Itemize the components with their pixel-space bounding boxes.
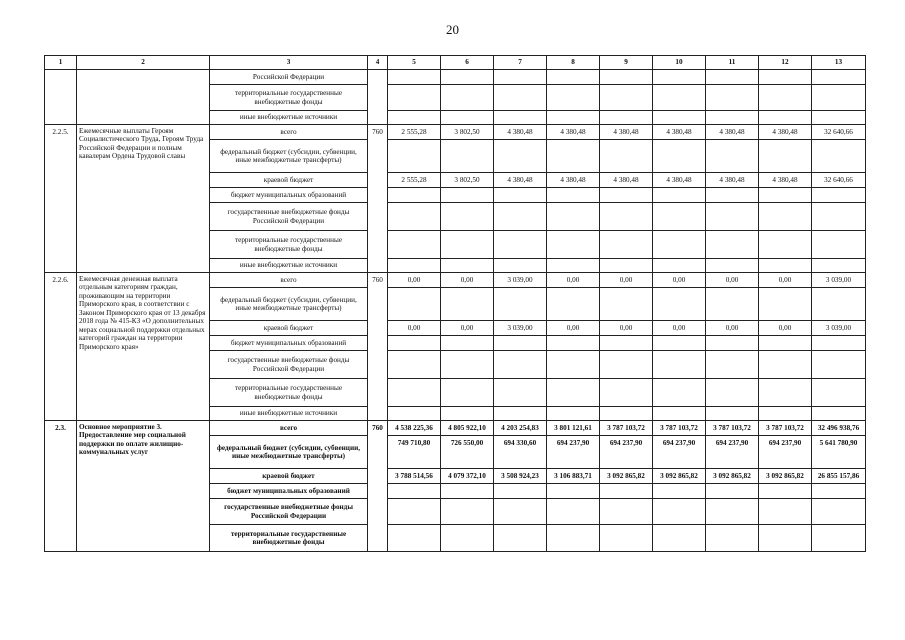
year-value-cell bbox=[441, 140, 494, 173]
year-value-cell: 0,00 bbox=[547, 321, 600, 336]
year-value-cell: 0,00 bbox=[600, 273, 653, 288]
year-value-cell: 0,00 bbox=[706, 273, 759, 288]
year-value-cell: 3 787 103,72 bbox=[759, 421, 812, 436]
funding-source: всего bbox=[210, 421, 368, 436]
year-value-cell bbox=[441, 525, 494, 552]
year-value-cell: 4 805 922,10 bbox=[441, 421, 494, 436]
year-value-cell: 4 380,48 bbox=[706, 125, 759, 140]
funding-source: федеральный бюджет (субсидии, субвенции, иные межбюджетные трансферты) bbox=[210, 288, 368, 321]
year-value-cell bbox=[494, 203, 547, 231]
year-value-cell bbox=[441, 288, 494, 321]
year-value-cell bbox=[759, 407, 812, 421]
grbs-code bbox=[368, 70, 388, 125]
year-value-cell bbox=[653, 336, 706, 351]
year-value-cell bbox=[441, 188, 494, 203]
funding-source: федеральный бюджет (субсидии, субвенции, иные межбюджетные трансферты) bbox=[210, 436, 368, 469]
year-value-cell bbox=[388, 351, 441, 379]
year-value-cell bbox=[759, 140, 812, 173]
year-value-cell bbox=[547, 140, 600, 173]
year-value-cell bbox=[600, 288, 653, 321]
year-value-cell bbox=[706, 407, 759, 421]
total-value-cell bbox=[812, 70, 866, 85]
year-value-cell bbox=[494, 288, 547, 321]
year-value-cell bbox=[600, 111, 653, 125]
year-value-cell bbox=[388, 407, 441, 421]
year-value-cell bbox=[706, 499, 759, 525]
year-value-cell: 3 787 103,72 bbox=[600, 421, 653, 436]
year-value-cell bbox=[600, 499, 653, 525]
year-value-cell bbox=[441, 203, 494, 231]
year-value-cell bbox=[388, 525, 441, 552]
year-value-cell bbox=[547, 85, 600, 111]
year-value-cell: 2 555,28 bbox=[388, 173, 441, 188]
funding-source: государственные внебюджетные фонды Российской Федерации bbox=[210, 203, 368, 231]
year-value-cell bbox=[494, 70, 547, 85]
year-value-cell bbox=[600, 70, 653, 85]
year-value-cell: 694 330,60 bbox=[494, 436, 547, 469]
year-value-cell bbox=[388, 70, 441, 85]
item-name: Ежемесячные выплаты Героям Социалистического Труда, Героям Труда Российской Федерации и полным кавалерам Ордена Трудовой славы bbox=[77, 125, 210, 273]
year-value-cell bbox=[494, 351, 547, 379]
column-number: 12 bbox=[759, 56, 812, 70]
funding-source: государственные внебюджетные фонды Российской Федерации bbox=[210, 499, 368, 525]
year-value-cell bbox=[494, 407, 547, 421]
year-value-cell bbox=[759, 525, 812, 552]
year-value-cell: 4 380,48 bbox=[494, 173, 547, 188]
year-value-cell bbox=[441, 499, 494, 525]
year-value-cell bbox=[441, 259, 494, 273]
year-value-cell bbox=[706, 188, 759, 203]
table-body bbox=[45, 56, 866, 552]
year-value-cell bbox=[441, 70, 494, 85]
column-number: 1 bbox=[45, 56, 77, 70]
funding-source: краевой бюджет bbox=[210, 321, 368, 336]
funding-source: государственные внебюджетные фонды Российской Федерации bbox=[210, 351, 368, 379]
item-name: Основное мероприятие 3. Предоставление мер социальной поддержки по оплате жилищно-коммунальных услуг bbox=[77, 421, 210, 552]
total-value-cell: 3 039,00 bbox=[812, 273, 866, 288]
year-value-cell: 694 237,90 bbox=[706, 436, 759, 469]
total-value-cell: 32 640,66 bbox=[812, 173, 866, 188]
year-value-cell bbox=[494, 499, 547, 525]
column-number: 11 bbox=[706, 56, 759, 70]
year-value-cell bbox=[600, 484, 653, 499]
year-value-cell bbox=[600, 231, 653, 259]
year-value-cell bbox=[759, 336, 812, 351]
year-value-cell bbox=[441, 111, 494, 125]
year-value-cell bbox=[759, 203, 812, 231]
year-value-cell bbox=[706, 379, 759, 407]
year-value-cell: 4 079 372,10 bbox=[441, 469, 494, 484]
total-value-cell bbox=[812, 203, 866, 231]
year-value-cell: 749 710,80 bbox=[388, 436, 441, 469]
year-value-cell bbox=[494, 336, 547, 351]
funding-source: иные внебюджетные источники bbox=[210, 111, 368, 125]
year-value-cell: 3 039,00 bbox=[494, 321, 547, 336]
year-value-cell: 4 380,48 bbox=[494, 125, 547, 140]
year-value-cell bbox=[706, 70, 759, 85]
total-value-cell: 26 855 157,86 bbox=[812, 469, 866, 484]
funding-source: бюджет муниципальных образований bbox=[210, 336, 368, 351]
year-value-cell: 4 380,48 bbox=[600, 173, 653, 188]
year-value-cell: 694 237,90 bbox=[759, 436, 812, 469]
total-value-cell bbox=[812, 231, 866, 259]
total-value-cell bbox=[812, 379, 866, 407]
year-value-cell bbox=[547, 407, 600, 421]
year-value-cell bbox=[547, 111, 600, 125]
year-value-cell bbox=[706, 85, 759, 111]
year-value-cell bbox=[494, 111, 547, 125]
year-value-cell bbox=[388, 484, 441, 499]
year-value-cell bbox=[600, 85, 653, 111]
year-value-cell bbox=[600, 336, 653, 351]
year-value-cell bbox=[706, 351, 759, 379]
year-value-cell: 0,00 bbox=[441, 273, 494, 288]
column-number: 8 bbox=[547, 56, 600, 70]
total-value-cell bbox=[812, 140, 866, 173]
funding-source: Российской Федерации bbox=[210, 70, 368, 85]
year-value-cell bbox=[547, 288, 600, 321]
year-value-cell bbox=[494, 525, 547, 552]
year-value-cell bbox=[388, 231, 441, 259]
year-value-cell: 0,00 bbox=[600, 321, 653, 336]
year-value-cell bbox=[653, 499, 706, 525]
year-value-cell bbox=[759, 111, 812, 125]
year-value-cell: 0,00 bbox=[759, 273, 812, 288]
year-value-cell: 4 380,48 bbox=[759, 173, 812, 188]
year-value-cell bbox=[759, 379, 812, 407]
year-value-cell bbox=[547, 70, 600, 85]
year-value-cell bbox=[706, 203, 759, 231]
year-value-cell bbox=[547, 188, 600, 203]
year-value-cell bbox=[547, 484, 600, 499]
funding-source: территориальные государственные внебюджетные фонды bbox=[210, 231, 368, 259]
year-value-cell bbox=[759, 231, 812, 259]
year-value-cell: 3 092 865,82 bbox=[759, 469, 812, 484]
year-value-cell bbox=[388, 259, 441, 273]
year-value-cell bbox=[653, 259, 706, 273]
year-value-cell bbox=[759, 70, 812, 85]
year-value-cell bbox=[706, 288, 759, 321]
year-value-cell bbox=[388, 188, 441, 203]
item-number: 2.3. bbox=[45, 421, 77, 552]
funding-source: бюджет муниципальных образований bbox=[210, 484, 368, 499]
year-value-cell bbox=[653, 484, 706, 499]
year-value-cell bbox=[494, 484, 547, 499]
year-value-cell bbox=[706, 140, 759, 173]
year-value-cell: 3 787 103,72 bbox=[706, 421, 759, 436]
total-value-cell bbox=[812, 407, 866, 421]
year-value-cell: 3 788 514,56 bbox=[388, 469, 441, 484]
year-value-cell bbox=[653, 203, 706, 231]
column-number: 7 bbox=[494, 56, 547, 70]
year-value-cell: 694 237,90 bbox=[600, 436, 653, 469]
year-value-cell: 3 801 121,61 bbox=[547, 421, 600, 436]
year-value-cell bbox=[600, 188, 653, 203]
year-value-cell: 3 092 865,82 bbox=[653, 469, 706, 484]
year-value-cell bbox=[600, 203, 653, 231]
column-number: 10 bbox=[653, 56, 706, 70]
total-value-cell bbox=[812, 484, 866, 499]
year-value-cell bbox=[706, 111, 759, 125]
year-value-cell bbox=[388, 111, 441, 125]
year-value-cell bbox=[600, 140, 653, 173]
year-value-cell: 0,00 bbox=[441, 321, 494, 336]
year-value-cell: 0,00 bbox=[547, 273, 600, 288]
year-value-cell: 4 203 254,83 bbox=[494, 421, 547, 436]
item-name bbox=[77, 70, 210, 125]
year-value-cell: 4 380,48 bbox=[600, 125, 653, 140]
year-value-cell: 0,00 bbox=[653, 273, 706, 288]
funding-source: территориальные государственные внебюджетные фонды bbox=[210, 525, 368, 552]
year-value-cell bbox=[388, 140, 441, 173]
year-value-cell bbox=[759, 288, 812, 321]
item-name: Ежемесячная денежная выплата отдельным категориям граждан, проживающим на территории Приморского края, в соответствии с Законом Приморского края от 13 декабря 2018 года № 415-КЗ «О дополнительных мерах социальной поддержки отдельных категорий граждан на территории Приморского края» bbox=[77, 273, 210, 421]
item-number: 2.2.6. bbox=[45, 273, 77, 421]
year-value-cell bbox=[441, 379, 494, 407]
year-value-cell: 4 380,48 bbox=[547, 125, 600, 140]
year-value-cell bbox=[653, 70, 706, 85]
table-row bbox=[45, 125, 866, 140]
year-value-cell: 694 237,90 bbox=[547, 436, 600, 469]
year-value-cell: 4 380,48 bbox=[653, 173, 706, 188]
year-value-cell bbox=[706, 259, 759, 273]
year-value-cell bbox=[547, 525, 600, 552]
total-value-cell bbox=[812, 288, 866, 321]
year-value-cell bbox=[494, 140, 547, 173]
table-row bbox=[45, 273, 866, 288]
funding-source: федеральный бюджет (субсидии, субвенции, иные межбюджетные трансферты) bbox=[210, 140, 368, 173]
year-value-cell bbox=[547, 379, 600, 407]
year-value-cell bbox=[653, 231, 706, 259]
year-value-cell bbox=[600, 407, 653, 421]
total-value-cell bbox=[812, 351, 866, 379]
year-value-cell bbox=[759, 499, 812, 525]
total-value-cell bbox=[812, 499, 866, 525]
year-value-cell bbox=[494, 259, 547, 273]
year-value-cell bbox=[653, 351, 706, 379]
year-value-cell: 0,00 bbox=[388, 321, 441, 336]
year-value-cell bbox=[494, 85, 547, 111]
year-value-cell: 2 555,28 bbox=[388, 125, 441, 140]
total-value-cell: 32 496 938,76 bbox=[812, 421, 866, 436]
year-value-cell bbox=[706, 231, 759, 259]
grbs-code: 760 bbox=[368, 273, 388, 421]
year-value-cell bbox=[388, 499, 441, 525]
year-value-cell bbox=[706, 484, 759, 499]
year-value-cell: 4 380,48 bbox=[759, 125, 812, 140]
year-value-cell bbox=[441, 85, 494, 111]
year-value-cell bbox=[547, 336, 600, 351]
total-value-cell bbox=[812, 111, 866, 125]
funding-source: бюджет муниципальных образований bbox=[210, 188, 368, 203]
year-value-cell bbox=[600, 259, 653, 273]
column-number: 13 bbox=[812, 56, 866, 70]
year-value-cell: 3 787 103,72 bbox=[653, 421, 706, 436]
year-value-cell bbox=[547, 499, 600, 525]
year-value-cell: 0,00 bbox=[759, 321, 812, 336]
year-value-cell bbox=[600, 351, 653, 379]
year-value-cell bbox=[547, 259, 600, 273]
year-value-cell bbox=[494, 188, 547, 203]
year-value-cell bbox=[653, 407, 706, 421]
funding-source: краевой бюджет bbox=[210, 469, 368, 484]
column-number: 9 bbox=[600, 56, 653, 70]
year-value-cell bbox=[706, 336, 759, 351]
year-value-cell: 3 092 865,82 bbox=[600, 469, 653, 484]
year-value-cell bbox=[653, 188, 706, 203]
year-value-cell bbox=[653, 288, 706, 321]
item-number bbox=[45, 70, 77, 125]
year-value-cell bbox=[388, 379, 441, 407]
year-value-cell bbox=[388, 203, 441, 231]
funding-source: всего bbox=[210, 273, 368, 288]
table-row bbox=[45, 70, 866, 85]
funding-source: краевой бюджет bbox=[210, 173, 368, 188]
funding-source: всего bbox=[210, 125, 368, 140]
year-value-cell: 3 802,50 bbox=[441, 173, 494, 188]
year-value-cell bbox=[547, 203, 600, 231]
year-value-cell: 3 802,50 bbox=[441, 125, 494, 140]
year-value-cell bbox=[494, 231, 547, 259]
funding-source: иные внебюджетные источники bbox=[210, 259, 368, 273]
year-value-cell: 3 039,00 bbox=[494, 273, 547, 288]
year-value-cell bbox=[547, 351, 600, 379]
year-value-cell: 4 380,48 bbox=[706, 173, 759, 188]
year-value-cell: 3 106 883,71 bbox=[547, 469, 600, 484]
year-value-cell bbox=[388, 336, 441, 351]
year-value-cell: 694 237,90 bbox=[653, 436, 706, 469]
year-value-cell: 4 380,48 bbox=[547, 173, 600, 188]
year-value-cell bbox=[653, 140, 706, 173]
year-value-cell bbox=[759, 188, 812, 203]
year-value-cell: 0,00 bbox=[653, 321, 706, 336]
year-value-cell: 3 508 924,23 bbox=[494, 469, 547, 484]
year-value-cell bbox=[706, 525, 759, 552]
total-value-cell: 32 640,66 bbox=[812, 125, 866, 140]
year-value-cell bbox=[441, 336, 494, 351]
funding-source: иные внебюджетные источники bbox=[210, 407, 368, 421]
funding-source: территориальные государственные внебюджетные фонды bbox=[210, 85, 368, 111]
column-number: 2 bbox=[77, 56, 210, 70]
total-value-cell bbox=[812, 336, 866, 351]
year-value-cell bbox=[388, 85, 441, 111]
total-value-cell bbox=[812, 525, 866, 552]
year-value-cell: 3 092 865,82 bbox=[706, 469, 759, 484]
column-number: 5 bbox=[388, 56, 441, 70]
total-value-cell bbox=[812, 259, 866, 273]
total-value-cell bbox=[812, 85, 866, 111]
year-value-cell bbox=[653, 111, 706, 125]
budget-table bbox=[44, 55, 866, 552]
total-value-cell bbox=[812, 188, 866, 203]
total-value-cell: 5 641 780,90 bbox=[812, 436, 866, 469]
year-value-cell bbox=[600, 525, 653, 552]
column-numbers-row bbox=[45, 56, 866, 70]
column-number: 6 bbox=[441, 56, 494, 70]
column-number: 3 bbox=[210, 56, 368, 70]
grbs-code: 760 bbox=[368, 125, 388, 273]
year-value-cell bbox=[653, 379, 706, 407]
year-value-cell bbox=[441, 231, 494, 259]
year-value-cell: 4 380,48 bbox=[653, 125, 706, 140]
item-number: 2.2.5. bbox=[45, 125, 77, 273]
year-value-cell bbox=[388, 288, 441, 321]
year-value-cell bbox=[759, 484, 812, 499]
page-number: 20 bbox=[446, 22, 459, 37]
year-value-cell bbox=[653, 525, 706, 552]
year-value-cell: 4 538 225,36 bbox=[388, 421, 441, 436]
grbs-code: 760 bbox=[368, 421, 388, 552]
total-value-cell: 3 039,00 bbox=[812, 321, 866, 336]
year-value-cell bbox=[547, 231, 600, 259]
year-value-cell: 0,00 bbox=[388, 273, 441, 288]
year-value-cell bbox=[759, 351, 812, 379]
year-value-cell bbox=[759, 85, 812, 111]
year-value-cell bbox=[600, 379, 653, 407]
year-value-cell: 726 550,00 bbox=[441, 436, 494, 469]
year-value-cell bbox=[441, 484, 494, 499]
year-value-cell: 0,00 bbox=[706, 321, 759, 336]
table-row bbox=[45, 421, 866, 436]
year-value-cell bbox=[441, 351, 494, 379]
year-value-cell bbox=[494, 379, 547, 407]
year-value-cell bbox=[441, 407, 494, 421]
year-value-cell bbox=[759, 259, 812, 273]
funding-source: территориальные государственные внебюджетные фонды bbox=[210, 379, 368, 407]
column-number: 4 bbox=[368, 56, 388, 70]
year-value-cell bbox=[653, 85, 706, 111]
